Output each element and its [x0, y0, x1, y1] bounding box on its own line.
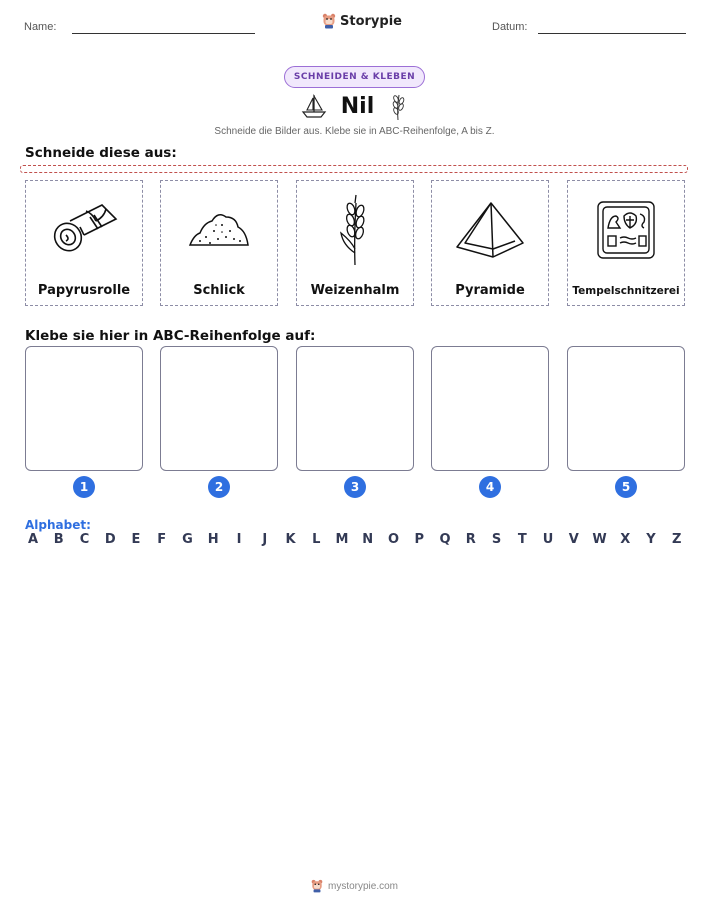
logo-text: Storypie [340, 13, 402, 29]
card-label: Schlick [193, 283, 245, 298]
alphabet-letter: J [262, 532, 268, 547]
footer [0, 879, 709, 893]
card-label: Weizenhalm [310, 283, 400, 298]
cut-card-papyrus[interactable] [25, 180, 143, 306]
slot-number: 1 [73, 476, 95, 498]
alphabet-letter: X [620, 532, 631, 547]
alphabet-letter: F [157, 532, 167, 547]
alphabet-letter: W [592, 532, 607, 547]
footer-site-link[interactable]: mystorypie.com [327, 880, 398, 892]
cut-line [20, 165, 688, 173]
storypie-mascot-icon [322, 13, 336, 29]
slot-number: 3 [344, 476, 366, 498]
paste-slot[interactable] [160, 346, 278, 471]
alphabet-letter: U [542, 532, 554, 547]
paste-slot[interactable] [567, 346, 685, 471]
alphabet-letter: K [285, 532, 296, 547]
alphabet-letter: Q [439, 532, 451, 547]
alphabet-letter: E [131, 532, 141, 547]
alphabet-letter: N [362, 532, 374, 547]
alphabet-letter: Z [672, 532, 682, 547]
wheat-icon [388, 91, 408, 121]
cut-card-pyramide[interactable] [431, 180, 549, 306]
paste-slot[interactable] [25, 346, 143, 471]
pyramid-icon [453, 199, 527, 261]
alphabet-row [25, 532, 685, 552]
alphabet-letter: S [491, 532, 502, 547]
cut-card-schlick[interactable] [160, 180, 278, 306]
alphabet-letter: L [312, 532, 321, 547]
alphabet-letter: T [517, 532, 527, 547]
sailboat-icon [301, 92, 327, 120]
date-label: Datum: [492, 21, 528, 33]
alphabet-letter: H [207, 532, 219, 547]
silt-pile-icon [186, 205, 252, 255]
cut-card-tempelschnitzerei[interactable] [567, 180, 685, 306]
alphabet-letter: A [27, 532, 39, 547]
alphabet-letter: V [568, 532, 579, 547]
card-label: Tempelschnitzerei [572, 285, 680, 297]
alphabet-letter: D [104, 532, 116, 547]
name-label: Name: [24, 21, 57, 33]
card-label: Pyramide [455, 283, 525, 298]
temple-carving-icon [594, 198, 658, 262]
alphabet-letter: Y [646, 532, 656, 547]
activity-badge: SCHNEIDEN & KLEBEN [284, 66, 425, 88]
name-field[interactable] [72, 33, 255, 34]
alphabet-letter: P [414, 532, 425, 547]
slot-number: 2 [208, 476, 230, 498]
alphabet-letter: C [79, 532, 90, 547]
wheat-stalk-icon [335, 193, 375, 267]
card-label: Papyrusrolle [37, 283, 131, 298]
date-field[interactable] [538, 33, 686, 34]
alphabet-letter: M [335, 532, 349, 547]
storypie-logo [322, 13, 402, 29]
papyrus-scroll-icon [46, 197, 122, 263]
slot-number: 5 [615, 476, 637, 498]
alphabet-letter: I [236, 532, 242, 547]
alphabet-letter: O [387, 532, 400, 547]
page-title: Nil [340, 93, 375, 119]
instructions: Schneide die Bilder aus. Klebe sie in ABC-Reihenfolge, A bis Z. [214, 126, 495, 137]
title-row [0, 90, 709, 122]
cut-heading: Schneide diese aus: [25, 145, 177, 161]
paste-slot[interactable] [431, 346, 549, 471]
alphabet-letter: G [182, 532, 193, 547]
paste-heading: Klebe sie hier in ABC-Reihenfolge auf: [25, 328, 316, 344]
alphabet-letter: B [53, 532, 64, 547]
cut-card-weizenhalm[interactable] [296, 180, 414, 306]
paste-slot[interactable] [296, 346, 414, 471]
alphabet-letter: R [465, 532, 476, 547]
storypie-mascot-icon [311, 879, 323, 893]
alphabet-heading: Alphabet: [25, 518, 91, 532]
slot-number: 4 [479, 476, 501, 498]
